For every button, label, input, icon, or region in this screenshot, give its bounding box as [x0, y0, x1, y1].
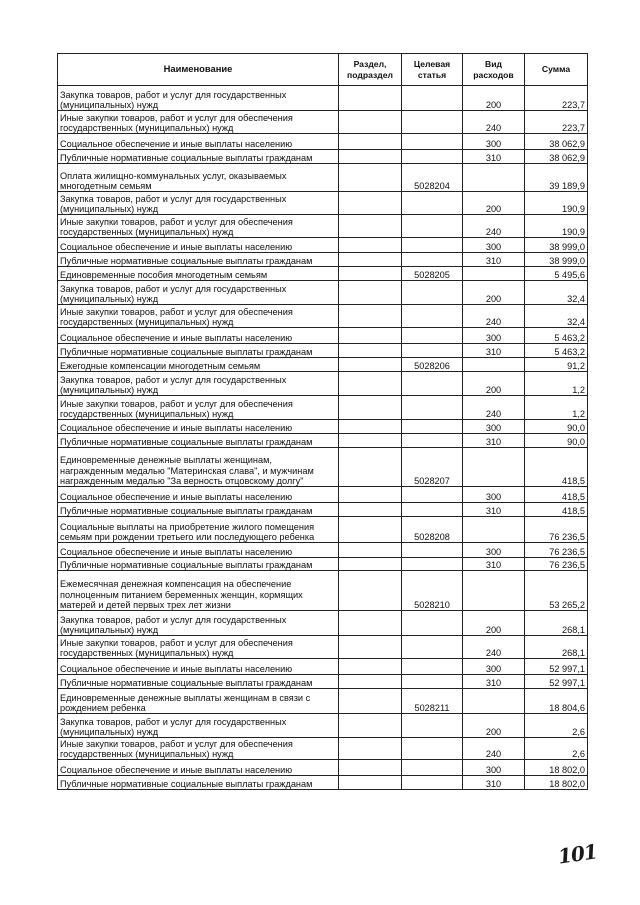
cell-target: 5028211 [402, 689, 463, 714]
table-row [58, 281, 588, 305]
table-row [58, 517, 588, 543]
cell-section [339, 776, 402, 790]
cell-target: 5028210 [402, 571, 463, 611]
cell-section [339, 714, 402, 738]
table-row [58, 267, 588, 281]
cell-target [402, 238, 463, 253]
cell-section [339, 558, 402, 571]
cell-sum: 268,1 [525, 636, 588, 659]
cell-type: 200 [463, 714, 525, 738]
table-row [58, 238, 588, 253]
cell-type: 200 [463, 611, 525, 636]
cell-name: Иные закупки товаров, работ и услуг для обеспечения государственных (муниципальных) нужд [58, 305, 339, 328]
cell-type: 310 [463, 253, 525, 267]
cell-target [402, 305, 463, 328]
cell-sum: 190,9 [525, 215, 588, 238]
cell-name: Единовременные денежные выплаты женщинам в связи с рождением ребенка [58, 689, 339, 714]
table-header-row [58, 54, 588, 86]
cell-sum: 223,7 [525, 111, 588, 134]
cell-name: Публичные нормативные социальные выплаты гражданам [58, 150, 339, 164]
table-row [58, 396, 588, 420]
cell-type: 300 [463, 543, 525, 558]
cell-sum: 418,5 [525, 487, 588, 503]
table-row [58, 86, 588, 111]
cell-section [339, 517, 402, 543]
cell-sum: 38 999,0 [525, 253, 588, 267]
cell-type: 240 [463, 636, 525, 659]
table-row [58, 659, 588, 675]
table-row [58, 420, 588, 434]
table-row [58, 776, 588, 790]
cell-sum: 76 236,5 [525, 517, 588, 543]
table-row [58, 543, 588, 558]
cell-sum: 2,6 [525, 714, 588, 738]
cell-type: 240 [463, 215, 525, 238]
cell-section [339, 487, 402, 503]
cell-type [463, 517, 525, 543]
cell-section [339, 328, 402, 344]
table-row [58, 344, 588, 358]
cell-section [339, 738, 402, 760]
cell-sum: 418,5 [525, 448, 588, 487]
cell-sum: 18 802,0 [525, 760, 588, 776]
cell-sum: 38 062,9 [525, 134, 588, 150]
cell-name: Закупка товаров, работ и услуг для государственных (муниципальных) нужд [58, 86, 339, 111]
cell-type: 310 [463, 503, 525, 517]
table-row [58, 192, 588, 215]
header-target: Целевая статья [402, 54, 463, 86]
table-body [58, 86, 588, 790]
cell-target [402, 760, 463, 776]
cell-name: Социальное обеспечение и иные выплаты населению [58, 420, 339, 434]
cell-target [402, 420, 463, 434]
cell-sum: 52 997,1 [525, 659, 588, 675]
cell-sum: 76 236,5 [525, 543, 588, 558]
cell-name: Социальное обеспечение и иные выплаты населению [58, 328, 339, 344]
cell-section [339, 164, 402, 192]
cell-name: Публичные нормативные социальные выплаты гражданам [58, 253, 339, 267]
cell-section [339, 215, 402, 238]
cell-sum: 1,2 [525, 396, 588, 420]
table-row [58, 164, 588, 192]
table-row [58, 611, 588, 636]
cell-type: 300 [463, 659, 525, 675]
cell-target [402, 215, 463, 238]
cell-target [402, 192, 463, 215]
cell-section [339, 344, 402, 358]
cell-sum: 418,5 [525, 503, 588, 517]
cell-sum: 1,2 [525, 372, 588, 396]
cell-target [402, 659, 463, 675]
cell-target [402, 543, 463, 558]
cell-sum: 76 236,5 [525, 558, 588, 571]
cell-type [463, 267, 525, 281]
cell-target [402, 714, 463, 738]
cell-type: 300 [463, 487, 525, 503]
cell-name: Публичные нормативные социальные выплаты гражданам [58, 434, 339, 448]
cell-name: Иные закупки товаров, работ и услуг для обеспечения государственных (муниципальных) нужд [58, 111, 339, 134]
cell-section [339, 238, 402, 253]
cell-name: Иные закупки товаров, работ и услуг для обеспечения государственных (муниципальных) нужд [58, 215, 339, 238]
cell-name: Социальное обеспечение и иные выплаты населению [58, 134, 339, 150]
cell-target [402, 111, 463, 134]
cell-type: 310 [463, 434, 525, 448]
cell-target [402, 434, 463, 448]
cell-target [402, 86, 463, 111]
table-row [58, 503, 588, 517]
table-row [58, 328, 588, 344]
cell-name: Социальное обеспечение и иные выплаты населению [58, 760, 339, 776]
cell-name: Иные закупки товаров, работ и услуг для обеспечения государственных (муниципальных) нужд [58, 396, 339, 420]
cell-target [402, 134, 463, 150]
cell-section [339, 86, 402, 111]
table-row [58, 358, 588, 372]
cell-section [339, 192, 402, 215]
budget-table [57, 53, 588, 790]
table-row [58, 571, 588, 611]
cell-target: 5028208 [402, 517, 463, 543]
cell-target [402, 503, 463, 517]
table-row [58, 215, 588, 238]
cell-name: Иные закупки товаров, работ и услуг для обеспечения государственных (муниципальных) нужд [58, 738, 339, 760]
cell-section [339, 281, 402, 305]
table-row [58, 714, 588, 738]
cell-name: Закупка товаров, работ и услуг для государственных (муниципальных) нужд [58, 372, 339, 396]
cell-name: Закупка товаров, работ и услуг для государственных (муниципальных) нужд [58, 281, 339, 305]
cell-type: 300 [463, 760, 525, 776]
cell-type: 310 [463, 776, 525, 790]
cell-name: Единовременные пособия многодетным семьям [58, 267, 339, 281]
page-number: 101 [556, 839, 599, 869]
cell-type: 300 [463, 420, 525, 434]
cell-name: Оплата жилищно-коммунальных услуг, оказываемых многодетным семьям [58, 164, 339, 192]
cell-type [463, 358, 525, 372]
cell-name: Ежемесячная денежная компенсация на обеспечение полноценным питанием беременных женщин, кормящих матерей и детей первых трех лет жизни [58, 571, 339, 611]
cell-type: 310 [463, 150, 525, 164]
cell-type: 310 [463, 558, 525, 571]
cell-section [339, 305, 402, 328]
cell-target: 5028204 [402, 164, 463, 192]
cell-type: 200 [463, 281, 525, 305]
cell-name: Социальные выплаты на приобретение жилого помещения семьям при рождении третьего или последующего ребенка [58, 517, 339, 543]
cell-type: 300 [463, 238, 525, 253]
cell-name: Социальное обеспечение и иные выплаты населению [58, 238, 339, 253]
cell-section [339, 659, 402, 675]
cell-target [402, 150, 463, 164]
cell-section [339, 760, 402, 776]
cell-sum: 90,0 [525, 420, 588, 434]
cell-type: 240 [463, 396, 525, 420]
cell-type [463, 571, 525, 611]
table-row [58, 689, 588, 714]
cell-name: Публичные нормативные социальные выплаты гражданам [58, 675, 339, 689]
cell-sum: 32,4 [525, 281, 588, 305]
cell-type [463, 164, 525, 192]
cell-target [402, 281, 463, 305]
table-row [58, 372, 588, 396]
cell-name: Публичные нормативные социальные выплаты гражданам [58, 344, 339, 358]
table-row [58, 448, 588, 487]
cell-name: Публичные нормативные социальные выплаты гражданам [58, 558, 339, 571]
cell-target [402, 487, 463, 503]
table-row [58, 487, 588, 503]
cell-type: 200 [463, 372, 525, 396]
cell-section [339, 434, 402, 448]
cell-section [339, 134, 402, 150]
cell-sum: 5 463,2 [525, 344, 588, 358]
cell-section [339, 396, 402, 420]
cell-sum: 268,1 [525, 611, 588, 636]
cell-sum: 91,2 [525, 358, 588, 372]
cell-sum: 5 463,2 [525, 328, 588, 344]
table-row [58, 111, 588, 134]
cell-target [402, 253, 463, 267]
cell-sum: 38 062,9 [525, 150, 588, 164]
cell-type: 200 [463, 192, 525, 215]
cell-type [463, 689, 525, 714]
cell-target [402, 636, 463, 659]
header-sum: Сумма [525, 54, 588, 86]
cell-section [339, 636, 402, 659]
cell-name: Социальное обеспечение и иные выплаты населению [58, 543, 339, 558]
cell-target: 5028206 [402, 358, 463, 372]
header-name: Наименование [58, 54, 339, 86]
table-row [58, 675, 588, 689]
cell-section [339, 448, 402, 487]
cell-name: Публичные нормативные социальные выплаты гражданам [58, 776, 339, 790]
cell-section [339, 571, 402, 611]
cell-type [463, 448, 525, 487]
cell-name: Закупка товаров, работ и услуг для государственных (муниципальных) нужд [58, 192, 339, 215]
cell-name: Закупка товаров, работ и услуг для государственных (муниципальных) нужд [58, 714, 339, 738]
cell-name: Иные закупки товаров, работ и услуг для обеспечения государственных (муниципальных) нужд [58, 636, 339, 659]
cell-section [339, 358, 402, 372]
cell-name: Закупка товаров, работ и услуг для государственных (муниципальных) нужд [58, 611, 339, 636]
cell-section [339, 111, 402, 134]
cell-sum: 32,4 [525, 305, 588, 328]
cell-section [339, 150, 402, 164]
table-row [58, 738, 588, 760]
table-row [58, 434, 588, 448]
cell-type: 240 [463, 305, 525, 328]
table-row [58, 253, 588, 267]
cell-target [402, 776, 463, 790]
cell-target [402, 611, 463, 636]
cell-sum: 2,6 [525, 738, 588, 760]
cell-name: Социальное обеспечение и иные выплаты населению [58, 487, 339, 503]
cell-type: 300 [463, 328, 525, 344]
cell-section [339, 611, 402, 636]
cell-type: 200 [463, 86, 525, 111]
cell-section [339, 420, 402, 434]
cell-type: 240 [463, 738, 525, 760]
cell-sum: 190,9 [525, 192, 588, 215]
cell-target [402, 328, 463, 344]
table-row [58, 150, 588, 164]
cell-sum: 39 189,9 [525, 164, 588, 192]
cell-type: 240 [463, 111, 525, 134]
cell-target [402, 738, 463, 760]
cell-target: 5028205 [402, 267, 463, 281]
cell-sum: 18 802,0 [525, 776, 588, 790]
cell-section [339, 543, 402, 558]
cell-type: 300 [463, 134, 525, 150]
cell-target [402, 372, 463, 396]
cell-section [339, 675, 402, 689]
cell-target [402, 344, 463, 358]
header-section: Раздел, подраздел [339, 54, 402, 86]
cell-sum: 38 999,0 [525, 238, 588, 253]
cell-type: 310 [463, 344, 525, 358]
cell-section [339, 267, 402, 281]
table-row [58, 558, 588, 571]
table-row [58, 305, 588, 328]
header-type: Вид расходов [463, 54, 525, 86]
cell-name: Единовременные денежные выплаты женщинам, награжденным медалью "Материнская слава", и мужчинам награжденным медалью "За верность отцовскому долгу" [58, 448, 339, 487]
table-row [58, 636, 588, 659]
cell-sum: 52 997,1 [525, 675, 588, 689]
cell-sum: 223,7 [525, 86, 588, 111]
cell-sum: 53 265,2 [525, 571, 588, 611]
cell-name: Ежегодные компенсации многодетным семьям [58, 358, 339, 372]
cell-type: 310 [463, 675, 525, 689]
cell-target: 5028207 [402, 448, 463, 487]
cell-section [339, 253, 402, 267]
table-row [58, 134, 588, 150]
cell-section [339, 372, 402, 396]
cell-name: Социальное обеспечение и иные выплаты населению [58, 659, 339, 675]
cell-target [402, 675, 463, 689]
cell-section [339, 689, 402, 714]
cell-sum: 18 804,6 [525, 689, 588, 714]
cell-section [339, 503, 402, 517]
cell-target [402, 396, 463, 420]
cell-name: Публичные нормативные социальные выплаты гражданам [58, 503, 339, 517]
cell-sum: 90,0 [525, 434, 588, 448]
table-row [58, 760, 588, 776]
cell-target [402, 558, 463, 571]
cell-sum: 5 495,6 [525, 267, 588, 281]
